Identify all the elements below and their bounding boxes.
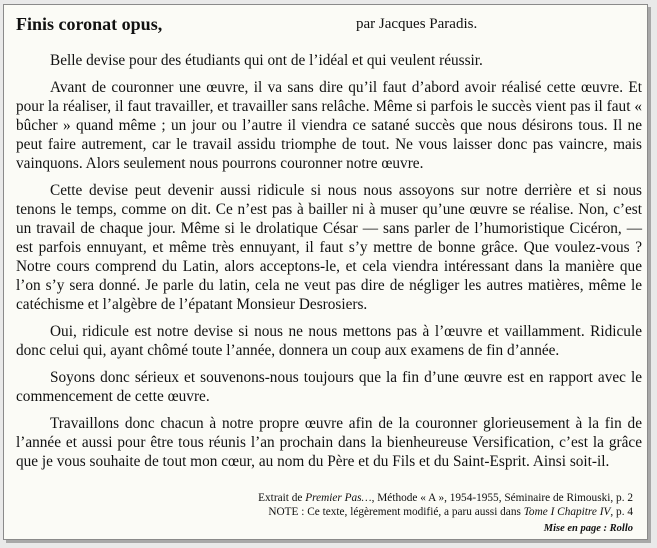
paragraph-2: Avant de couronner une œuvre, il va sans dire qu’il faut d’abord avoir réalisé cette œuvre. Et pour la réaliser, il faut travailler, et travailler sans relâche. Même si parfois le succès vient pas il faut « bûcher » quand même ; un jour ou l’autre il viendra ce satané succès que nous désirons tous. Il ne peut faire autrement, car le travail assidu triomphe de tout. Ne vous laisser donc pas vaincre, mais vainquons. Alors seulement nous pourrons couronner notre œuvre.	[16, 79, 642, 172]
document-body	[16, 51, 642, 479]
paragraph-6: Travaillons donc chacun à notre propre œuvre afin de la couronner glorieusement à la fin de l’année et aussi pour être tous réunis l’an prochain dans la bienheureuse Versification, c’est la grâce que je vous souhaite de tout mon cœur, au nom du Père et du Fils et du Saint-Esprit. Ainsi soit-il.	[16, 415, 642, 470]
paragraph-5: Soyons donc sérieux et souvenons-nous toujours que la fin d’une œuvre est en rapport avec le commencement de cette œuvre.	[16, 369, 642, 405]
note-line: NOTE : Ce texte, légèrement modifié, a paru aussi dans Tome I Chapitre IV, p. 4	[268, 506, 633, 518]
source-credits	[258, 491, 633, 519]
document-author: par Jacques Paradis.	[356, 16, 478, 32]
source-line: Extrait de Premier Pas…, Méthode « A », 1954-1955, Séminaire de Rimouski, p. 2	[258, 492, 633, 504]
layout-credit: Mise en page : Rollo	[543, 523, 633, 534]
paragraph-4: Oui, ridicule est notre devise si nous ne nous mettons pas à l’œuvre et vaillamment. Ridicule donc celui qui, ayant chômé toute l’année, donnera un coup aux examens de fin d’année.	[16, 323, 642, 359]
paragraph-1: Belle devise pour des étudiants qui ont de l’idéal et qui veulent réussir.	[50, 52, 483, 69]
document-frame	[3, 4, 648, 540]
document-header	[16, 14, 633, 36]
paragraph-3: Cette devise peut devenir aussi ridicule si nous nous assoyons sur notre derrière et si nous tenons le temps, comme on dit. Ce n’est pas à bailler ni à muser qu’une œuvre se réalise. Non, c’est un travail de chaque jour. Même si le drolatique César — sans parler de l’humoristique Cicéron, — est parfois ennuyant, et même très ennuyant, il faut s’y mettre de bonne grâce. Que voulez-vous ? Notre cours comprend du Latin, alors acceptons-le, et cela viendra intéressant dans la manière que l’on s’y sera donné. Je parle du latin, cela ne veut pas dire de négliger les autres matières, même le catéchisme et l’algèbre de l’épatant Monsieur Desrosiers.	[16, 182, 642, 313]
document-title: Finis coronat opus,	[16, 14, 163, 34]
